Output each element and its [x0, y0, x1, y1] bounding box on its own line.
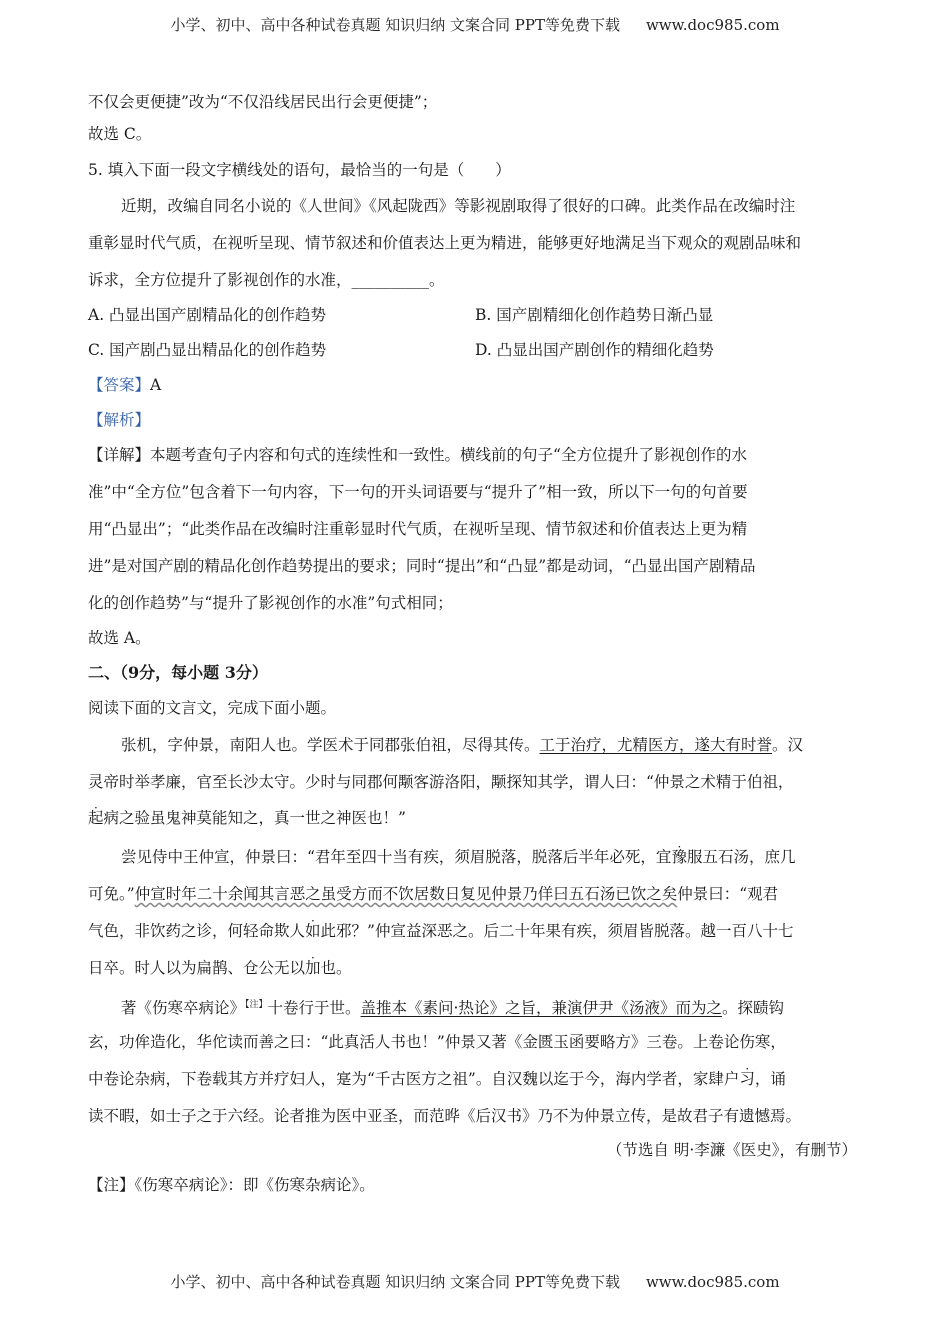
passage-text: 张机，字仲景，南阳人也。学医术于同郡张伯祖，尽得其传。 [121, 736, 540, 754]
passage-text: 著《伤寒卒病论》 [121, 999, 246, 1018]
passage-text: 。汉 [772, 736, 804, 754]
passage-line9: 玄，功侔造化，华佗读而善之曰：“此真活人书也！”仲景又著《金匮玉函要略方》三卷。上卷论伤寒， [88, 1033, 786, 1051]
underlined-sentence-1: 工于治疗，尤精医方，遂大有时誉 [539, 736, 773, 754]
footer-site-link[interactable]: www.doc985.com [645, 1273, 780, 1291]
question-5-para-line3: 诉求，全方位提升了影视创作的水准，__________。 [88, 271, 445, 289]
question-5-stem: 5. 填入下面一段文字横线处的语句，最恰当的一句是（ ） [88, 161, 511, 179]
passage-line2: 灵帝时举孝廉，官至长沙太守。少时与同郡何颙客游洛阳，颙探知其学，谓人曰：“仲景之术精于伯祖， [88, 773, 794, 791]
passage-text: 也。 [320, 959, 352, 977]
underlined-sentence-2: 盖推本《素问·热论》之旨，兼演伊尹《汤液》而为之 [360, 999, 722, 1018]
option-b: B. 国产剧精细化创作趋势日渐凸显 [475, 306, 714, 324]
option-c: C. 国产剧凸显出精品化的创作趋势 [88, 341, 327, 359]
detail-text-1: 本题考查句子内容和句式的连续性和一致性。横线前的句子“全方位提升了影视创作的水 [150, 446, 747, 464]
footnote [88, 1175, 375, 1195]
answer-tag: 【答案】 [88, 376, 151, 394]
passage-text: 可免。” [88, 885, 135, 903]
analysis-tag: 【解析】 [88, 411, 151, 429]
passage-text: 十卷行于世。 [267, 999, 361, 1018]
passage-line6 [88, 921, 793, 941]
passage-line8 [121, 995, 784, 1018]
passage-source: （节选自 明·李濂《医史》，有删节） [606, 1141, 857, 1159]
answer-row [88, 375, 161, 395]
answer-value: A [150, 376, 162, 394]
detail-line3: 用“凸显出”；“此类作品在改编时注重彰显时代气质，在视听呈现、情节叙述和价值表达上更为精 [88, 520, 748, 538]
dotted-word-yu: 豫 [671, 848, 687, 866]
passage-text: 中卷论杂病，下卷载其方并疗妇人，寔为“千古医方之祖”。自汉魏以迄于今，海内学者，家肆户 [88, 1070, 740, 1088]
passage-text: 病之验虽鬼神莫能知之，真一世之神医也！” [103, 809, 406, 827]
passage-text: 日卒。时人以为扁鹊、仓公无以 [88, 959, 306, 977]
wavy-underlined-sentence: 仲宣时年二十余闻其言恶之虽受方而不饮居数日复见仲景乃佯曰五石汤已饮之矣 [134, 885, 678, 903]
passage-text: ，诵 [754, 1070, 786, 1088]
header-site-link[interactable]: www.doc985.com [645, 16, 780, 34]
section-2-intro: 阅读下面的文言文，完成下面小题。 [88, 699, 337, 717]
passage-text: 尝见侍中王仲宣，仲景曰：“君年至四十当有疾，须眉脱落，脱落后半年必死，宜 [121, 848, 672, 866]
footer-text: 小学、初中、高中各种试卷真题 知识归纳 文案合同 PPT等免费下载 [170, 1273, 620, 1291]
note-tag: 【注】 [88, 1176, 135, 1194]
question-5-para-line1: 近期，改编自同名小说的《人世间》《风起陇西》等影视剧取得了很好的口碑。此类作品在改编时注 [121, 197, 796, 215]
passage-line7 [88, 958, 352, 978]
detail-line2: 准”中“全方位”包含着下一句内容，下一句的开头词语要与“提升了”相一致，所以下一句的句首要 [88, 483, 748, 501]
passage-line5 [88, 884, 778, 904]
note-text: 《伤寒卒病论》：即《伤寒杂病论》。 [134, 1176, 375, 1194]
dotted-word-ru: 如 [305, 922, 321, 940]
detail-line1 [88, 445, 747, 465]
detail-tag: 【详解】 [88, 446, 151, 464]
passage-text: 。探赜钩 [721, 999, 784, 1018]
passage-line4 [121, 847, 795, 867]
passage-text: 气色，非饮药之诊，何轻命欺人 [88, 922, 306, 940]
passage-text: 服五石汤，庶几 [686, 848, 796, 866]
passage-line11: 读不暇，如士子之于六经。论者推为医中亚圣，而范晔《后汉书》乃不为仲景立传，是故君子有遗憾焉。 [88, 1107, 802, 1125]
header-text: 小学、初中、高中各种试卷真题 知识归纳 文案合同 PPT等免费下载 [170, 16, 620, 34]
dotted-word-xi: 习 [739, 1070, 755, 1088]
passage-text: 此邪？”仲宣益深恶之。后二十年果有疾，须眉皆脱落。越一百八十七 [320, 922, 794, 940]
passage-line3 [88, 808, 406, 828]
option-d: D. 凸显出国产剧创作的精细化趋势 [475, 341, 714, 359]
page-header [0, 14, 950, 35]
passage-line1 [121, 735, 803, 755]
question-5-para-line2: 重彰显时代气质，在视听呈现、情节叙述和价值表达上更为精进，能够更好地满足当下观众的观剧品味和 [88, 234, 802, 252]
section-2-title: 二、（9分，每小题 3分） [88, 663, 268, 682]
dotted-word-jia: 加 [305, 959, 321, 977]
detail-line4: 进”是对国产剧的精品化创作趋势提出的要求；同时“提出”和“凸显”都是动词，“凸显出国产剧精品 [88, 557, 756, 575]
note-marker: 【注】 [245, 1000, 268, 1010]
detail-line5: 化的创作趋势”与“提升了影视创作的水准”句式相同； [88, 594, 453, 612]
dotted-word-qi: 起 [88, 809, 104, 827]
prev-answer-line2: 故选 C。 [88, 125, 152, 143]
option-a: A. 凸显出国产剧精品化的创作趋势 [88, 306, 327, 324]
passage-line10 [88, 1069, 786, 1089]
detail-line6: 故选 A。 [88, 629, 151, 647]
passage-text: 仲景曰：“观君 [677, 885, 779, 903]
page-footer [0, 1271, 950, 1292]
prev-answer-line1: 不仅会更便捷”改为“不仅沿线居民出行会更便捷”； [88, 93, 438, 111]
